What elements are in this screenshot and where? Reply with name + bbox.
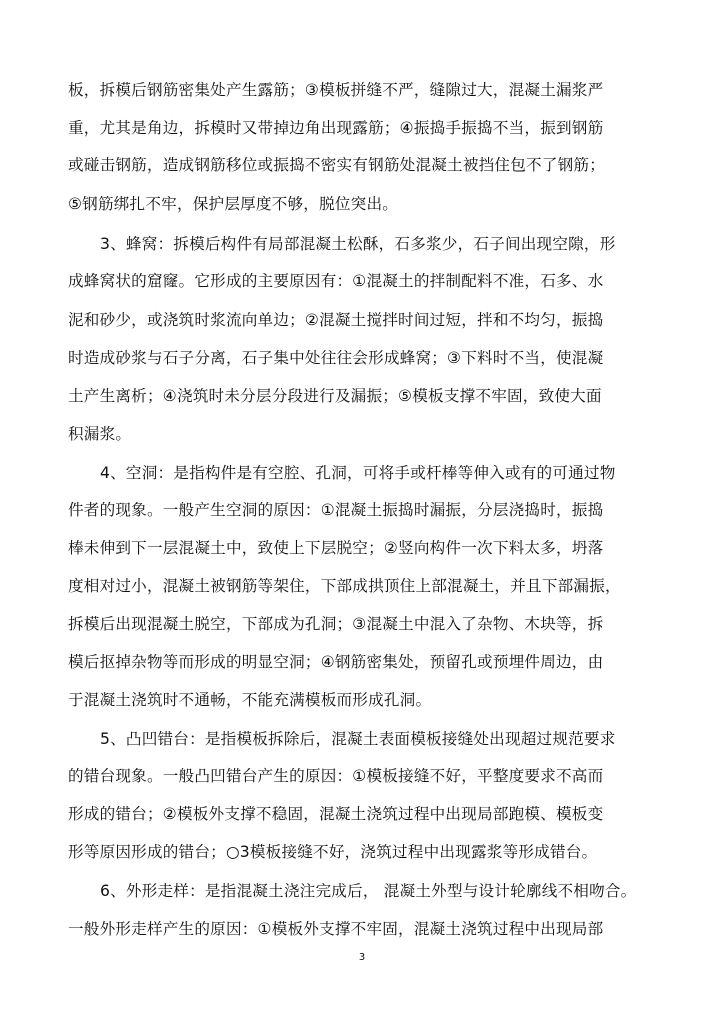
- text-line: 或碰击钢筋，造成钢筋移位或振捣不密实有钢筋处混凝土被挡住包不了钢筋；: [68, 156, 605, 174]
- text-line: ⑤钢筋绑扎不牢，保护层厚度不够，脱位突出。: [68, 195, 399, 213]
- paragraph-start-shape-deviation: 6、外形走样：是指混凝土浇注完成后， 混凝土外型与设计轮廓线不相吻合。: [100, 882, 637, 900]
- text-line: 件者的现象。一般产生空洞的原因：①混凝土振捣时漏振，分层浇捣时，振捣: [68, 501, 604, 519]
- paragraph-start-honeycomb: 3、蜂窝：拆模后构件有局部混凝土松酥，石多浆少，石子间出现空隙，形: [100, 235, 616, 253]
- text-line: 一般外形走样产生的原因：①模板外支撑不牢固，混凝土浇筑过程中出现局部: [68, 920, 604, 938]
- text-line: 棒未伸到下一层混凝土中，致使上下层脱空；②竖向构件一次下料太多，坍落: [68, 539, 604, 557]
- text-line: 拆模后出现混凝土脱空，下部成为孔洞；③混凝土中混入了杂物、木块等，拆: [68, 615, 604, 633]
- text-line: 于混凝土浇筑时不通畅，不能充满模板而形成孔洞。: [68, 691, 432, 709]
- text-line: 时造成砂浆与石子分离，石子集中处往往会形成蜂窝；③下料时不当，使混凝: [68, 349, 604, 367]
- text-line: 形成的错台；②模板外支撑不稳固，混凝土浇筑过程中出现局部跑模、模板变: [68, 805, 604, 823]
- text-line: 成蜂窝状的窟窿。它形成的主要原因有：①混凝土的拌制配料不准，石多、水: [68, 272, 604, 290]
- text-line: 重，尤其是角边，拆模时又带掉边角出现露筋；④振捣手振捣不当，振到钢筋: [68, 119, 604, 137]
- text-line: 土产生离析；④浇筑时未分层分段进行及漏振；⑤模板支撑不牢固，致使大面: [68, 387, 602, 405]
- paragraph-start-misalignment: 5、凸凹错台：是指模板拆除后，混凝土表面模板接缝处出现超过规范要求: [100, 730, 616, 748]
- text-line: 度相对过小，混凝土被钢筋等架住，下部成拱顶住上部混凝土，并且下部漏振，: [68, 577, 621, 595]
- text-line: 的错台现象。一般凸凹错台产生的原因：①模板接缝不好，平整度要求不高而: [68, 767, 604, 785]
- text-line: 形等原因形成的错台；○3模板接缝不好，浇筑过程中出现露浆等形成错台。: [68, 843, 598, 861]
- text-line: 模后抠掉杂物等而形成的明显空洞；④钢筋密集处，预留孔或预埋件周边，由: [68, 653, 604, 671]
- text-line: 积漏浆。: [68, 425, 132, 443]
- page-number: 3: [358, 952, 366, 963]
- text-line: 泥和砂少，或浇筑时浆流向单边；②混凝土搅拌时间过短，拌和不均匀，振捣: [68, 311, 604, 329]
- paragraph-start-void: 4、空洞：是指构件是有空腔、孔洞，可将手或杆棒等伸入或有的可通过物: [100, 464, 616, 482]
- text-line: 板，拆模后钢筋密集处产生露筋；③模板拼缝不严，缝隙过大，混凝土漏浆严: [68, 81, 604, 99]
